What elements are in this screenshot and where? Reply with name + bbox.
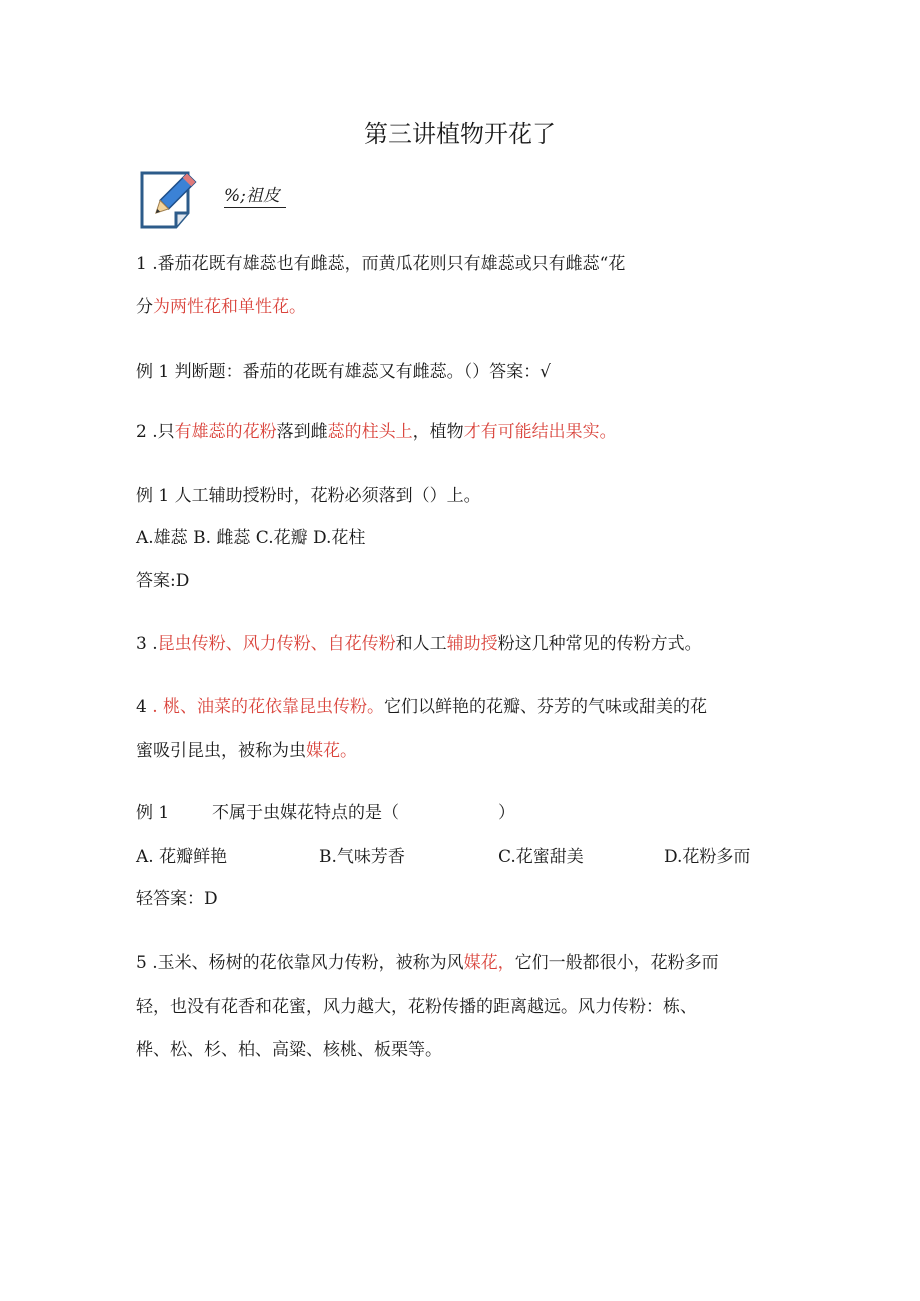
example-3-option-b: B.气味芳香 — [319, 847, 405, 867]
item-1-highlight: 为两性花和单性花。 — [153, 297, 306, 317]
item-4-text-b: 蜜吸引昆虫，被称为虫 — [136, 741, 306, 761]
example-2-answer: 答案:D — [136, 571, 190, 591]
example-3-close-paren: ） — [498, 803, 515, 823]
item-4-highlight-b: 媒花。 — [306, 741, 357, 761]
item-3 — [136, 633, 702, 655]
example-3-option-c: C.花蜜甜美 — [498, 847, 584, 867]
item-5-highlight: 媒花， — [463, 953, 515, 973]
item-5-line-1 — [136, 952, 719, 974]
item-2-text-c: 雌 — [310, 422, 328, 442]
item-4-highlight-a: . 桃、油菜的花依靠昆虫传粉。 — [152, 697, 385, 717]
example-3-answer: 轻答案：D — [136, 889, 218, 909]
item-1-line-2 — [136, 296, 306, 318]
item-1-text: 分 — [136, 297, 153, 317]
pencil-notepad-icon — [138, 169, 200, 233]
item-5-line-2: 轻，也没有花香和花蜜，风力越大，花粉传播的距离越远。风力传粉：栋、 — [136, 997, 697, 1017]
item-2-highlight-c: 才有可能结出果实。 — [463, 422, 617, 442]
item-4-number: 4 — [136, 697, 153, 717]
example-3-label: 例 1 — [136, 803, 170, 823]
section-label: %;祖皮 — [224, 185, 286, 208]
item-4-line-1 — [136, 696, 707, 718]
example-3-option-a: A. 花瓣鲜艳 — [136, 847, 228, 867]
page-title: 第三讲植物开花了 — [364, 120, 556, 148]
item-5-text-a: 5 .玉米、杨树的花依靠风力传粉，被称为风 — [136, 953, 464, 973]
item-2 — [136, 421, 617, 443]
example-3-text: 不属于虫媒花特点的是（ — [212, 803, 399, 823]
item-4-text-a: 它们以鲜艳的花瓣、芬芳的气味或甜美的花 — [384, 697, 708, 717]
item-2-text-b: 落到 — [276, 422, 311, 442]
item-2-text-d: ，植物 — [412, 422, 464, 442]
example-3-option-d: D.花粉多而 — [664, 847, 751, 867]
item-1-line-1: 1 .番茄花既有雄蕊也有雌蕊，而黄瓜花则只有雄蕊或只有雌蕊“花 — [136, 254, 626, 274]
item-5-text-b: 它们一般都很小，花粉多而 — [514, 953, 719, 973]
item-4-line-2 — [136, 740, 357, 762]
item-3-highlight-a: 昆虫传粉、风力传粉、自花传粉 — [157, 634, 396, 654]
item-3-text-b: 和人工 — [395, 634, 447, 654]
example-2-options: A.雄蕊 B. 雌蕊 C.花瓣 D.花柱 — [136, 528, 366, 548]
example-1-question: 例 1 判断题：番茄的花既有雄蕊又有雌蕊。（）答案：√ — [136, 362, 551, 382]
item-3-highlight-b: 辅助授 — [446, 634, 498, 654]
item-5-line-3: 桦、松、杉、柏、高粱、核桃、板栗等。 — [136, 1040, 442, 1060]
example-3-question — [136, 802, 515, 824]
item-3-text-c: 粉这几种常见的传粉方式。 — [497, 634, 702, 654]
item-2-text-a: 2 .只 — [136, 422, 175, 442]
example-2-question: 例 1 人工辅助授粉时，花粉必须落到（）上。 — [136, 486, 481, 506]
item-3-text-a: 3 . — [136, 634, 158, 654]
item-2-highlight-a: 有雄蕊的花粉 — [174, 422, 277, 442]
item-2-highlight-b: 蕊的柱头上 — [327, 422, 413, 442]
